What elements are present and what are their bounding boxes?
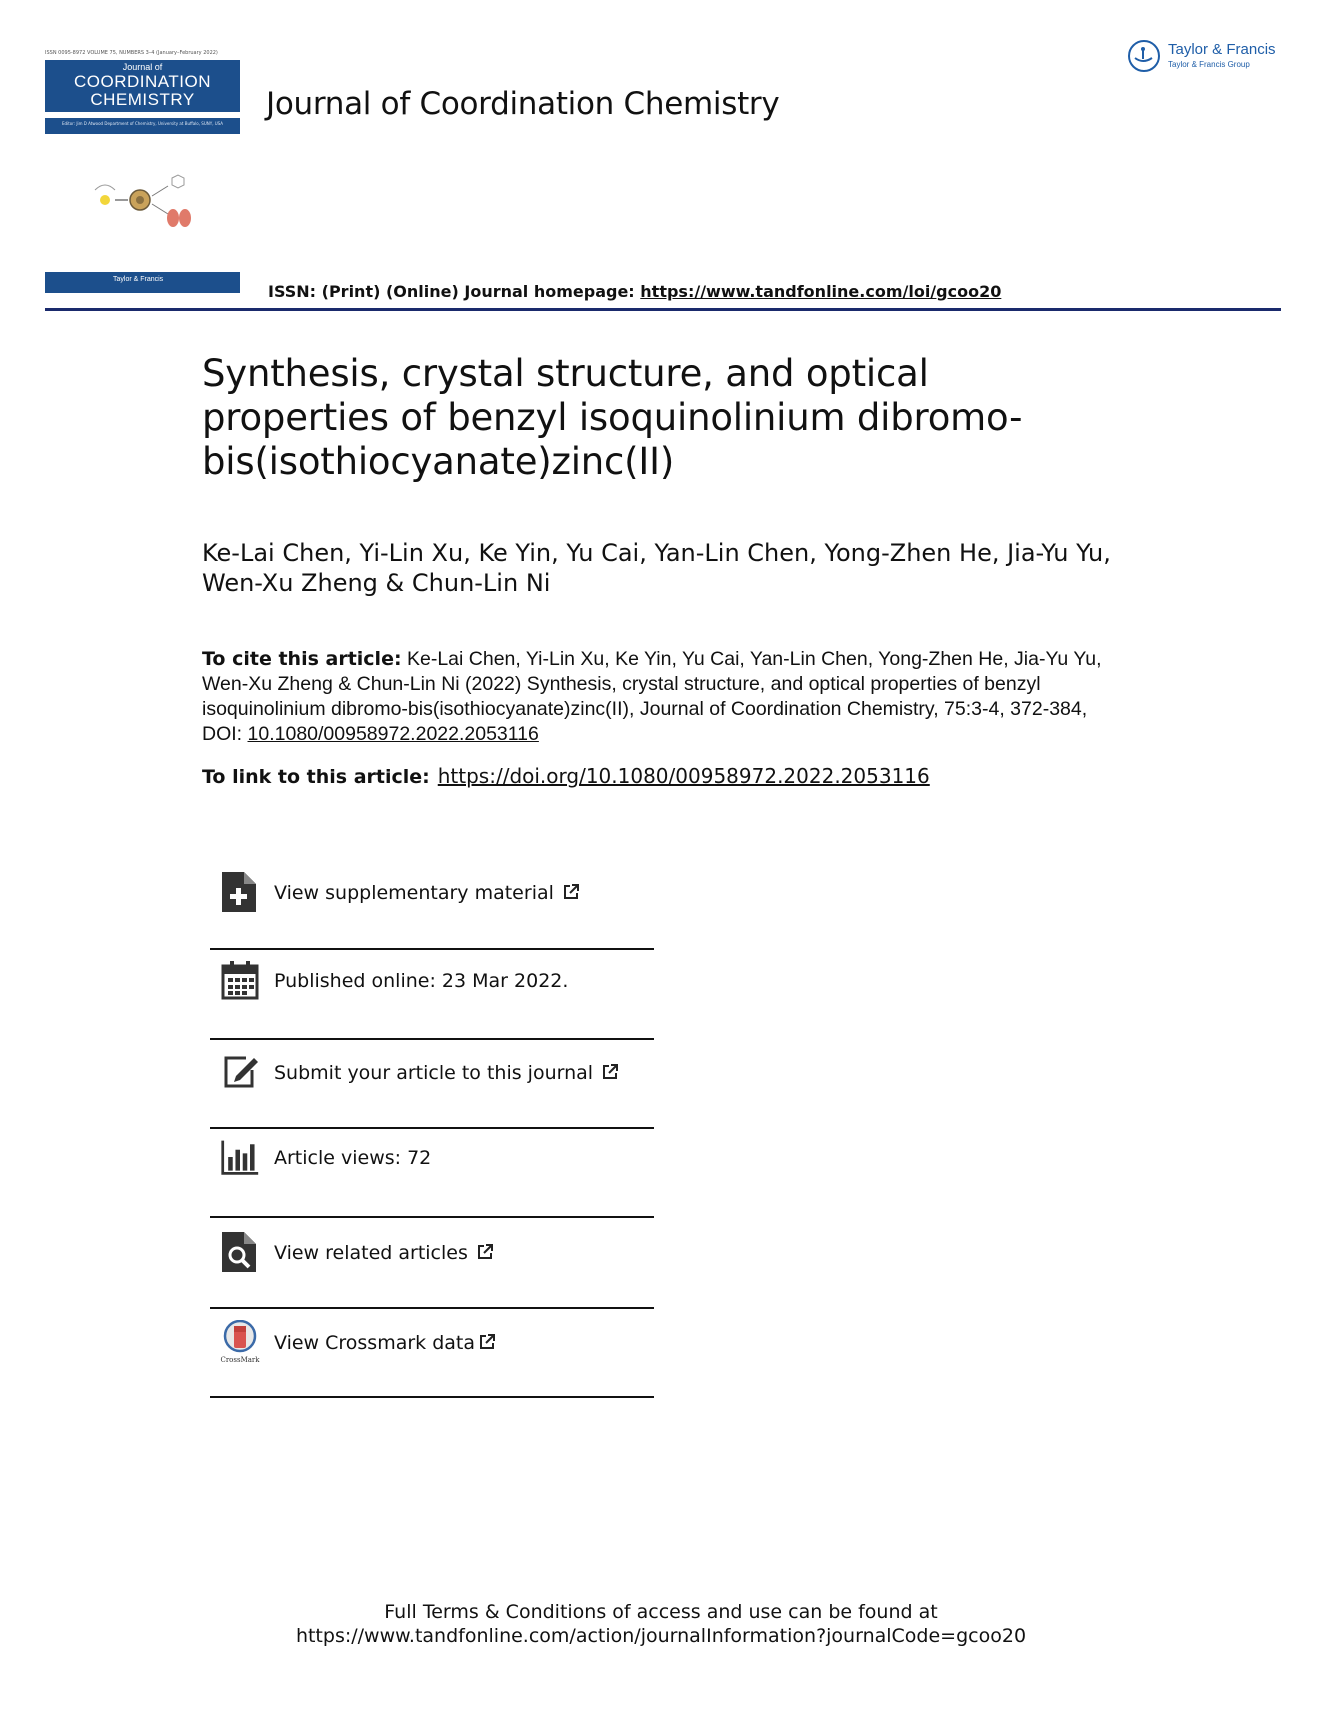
- terms-line: Full Terms & Conditions of access and use can be found at: [384, 1601, 938, 1623]
- calendar-icon: [220, 958, 260, 1002]
- citation-block: [202, 647, 1102, 747]
- submit-article-link[interactable]: Submit your article to this journal: [274, 1062, 594, 1084]
- article-doi-link[interactable]: https://doi.org/10.1080/00958972.2022.2053116: [437, 764, 930, 788]
- supplementary-material-link[interactable]: View supplementary material: [274, 882, 554, 904]
- header-divider: [45, 308, 1281, 311]
- publisher-logo[interactable]: [1128, 38, 1288, 78]
- crossmark-item[interactable]: [210, 1320, 654, 1390]
- publisher-group: Taylor & Francis Group: [1168, 60, 1250, 69]
- supplementary-material-item[interactable]: [210, 870, 654, 940]
- article-views-item: [210, 1135, 654, 1205]
- cite-label: To cite this article:: [202, 648, 402, 670]
- cover-footer-brand: Taylor & Francis: [113, 276, 164, 283]
- link-label: To link to this article:: [202, 766, 430, 788]
- item-divider: [210, 1127, 654, 1129]
- related-articles-item[interactable]: [210, 1230, 654, 1300]
- cite-doi-link[interactable]: 10.1080/00958972.2022.2053116: [247, 723, 539, 745]
- journal-cover: [45, 50, 240, 295]
- journal-title: Journal of Coordination Chemistry: [266, 86, 780, 122]
- publisher-logo-icon: [1128, 40, 1160, 72]
- related-articles-link[interactable]: View related articles: [274, 1242, 468, 1264]
- item-divider: [210, 1038, 654, 1040]
- cover-title-band: [45, 60, 240, 112]
- crossmark-link[interactable]: View Crossmark data: [274, 1332, 476, 1354]
- issn-homepage-line: [268, 282, 1001, 301]
- item-divider: [210, 1216, 654, 1218]
- published-online-item: [210, 958, 654, 1028]
- external-link-icon: [478, 1333, 496, 1351]
- terms-footer: [0, 1600, 1322, 1648]
- cite-text: Ke-Lai Chen, Yi-Lin Xu, Ke Yin, Yu Cai, Yan-Lin Chen, Yong-Zhen He, Jia-Yu Yu, Wen-Xu Zheng & Chun-Lin Ni (2022) Synthesis, crystal structure, and optical properties of benzyl isoquinolinium dibromo-bis(isothiocyanate)zinc(II), Journal of Coordination Chemistry, 75:3-4, 372-384, DOI:: [202, 648, 1102, 745]
- external-link-icon: [476, 1243, 494, 1261]
- external-link-icon: [562, 883, 580, 901]
- journal-homepage-link[interactable]: https://www.tandfonline.com/loi/gcoo20: [640, 282, 1002, 301]
- crossmark-icon: [220, 1320, 260, 1364]
- bar-chart-icon: [220, 1135, 260, 1179]
- cover-editor-band: [45, 118, 240, 134]
- issn-label: ISSN: (Print) (Online) Journal homepage:: [268, 282, 641, 301]
- terms-url[interactable]: https://www.tandfonline.com/action/journalInformation?journalCode=gcoo20: [295, 1625, 1027, 1647]
- file-plus-icon: [220, 870, 260, 914]
- published-online-text: Published online: 23 Mar 2022.: [274, 970, 569, 992]
- article-authors: Ke-Lai Chen, Yi-Lin Xu, Ke Yin, Yu Cai, Yan-Lin Chen, Yong-Zhen He, Jia-Yu Yu, Wen-Xu Zheng & Chun-Lin Ni: [202, 539, 1111, 597]
- cover-title-line2: CHEMISTRY: [90, 90, 195, 109]
- submit-article-item[interactable]: [210, 1050, 654, 1120]
- item-divider: [210, 1396, 654, 1398]
- cover-footer-band: [45, 272, 240, 293]
- edit-icon: [220, 1050, 260, 1094]
- cover-editor-text: Editor: Jim D Atwood Department of Chemistry, University at Buffalo, SUNY, USA: [61, 121, 224, 126]
- cover-title-line1: COORDINATION: [74, 72, 211, 91]
- search-document-icon: [220, 1230, 260, 1274]
- article-title: Synthesis, crystal structure, and optical properties of benzyl isoquinolinium dibromo-bis(isothiocyanate)zinc(II): [202, 352, 1023, 483]
- publisher-name: Taylor & Francis: [1168, 41, 1276, 58]
- cover-issn-volume: ISSN 0095-8972 VOLUME 75, NUMBERS 3–4 (January–February 2022): [45, 50, 218, 56]
- item-divider: [210, 1307, 654, 1309]
- cover-journal-of: Journal of: [122, 62, 163, 72]
- crossmark-logo-text: CrossMark: [220, 1356, 260, 1364]
- item-divider: [210, 948, 654, 950]
- article-views-text: Article views: 72: [274, 1147, 432, 1169]
- cover-artwork: [90, 170, 200, 230]
- article-link-line: [202, 764, 930, 788]
- external-link-icon: [601, 1063, 619, 1081]
